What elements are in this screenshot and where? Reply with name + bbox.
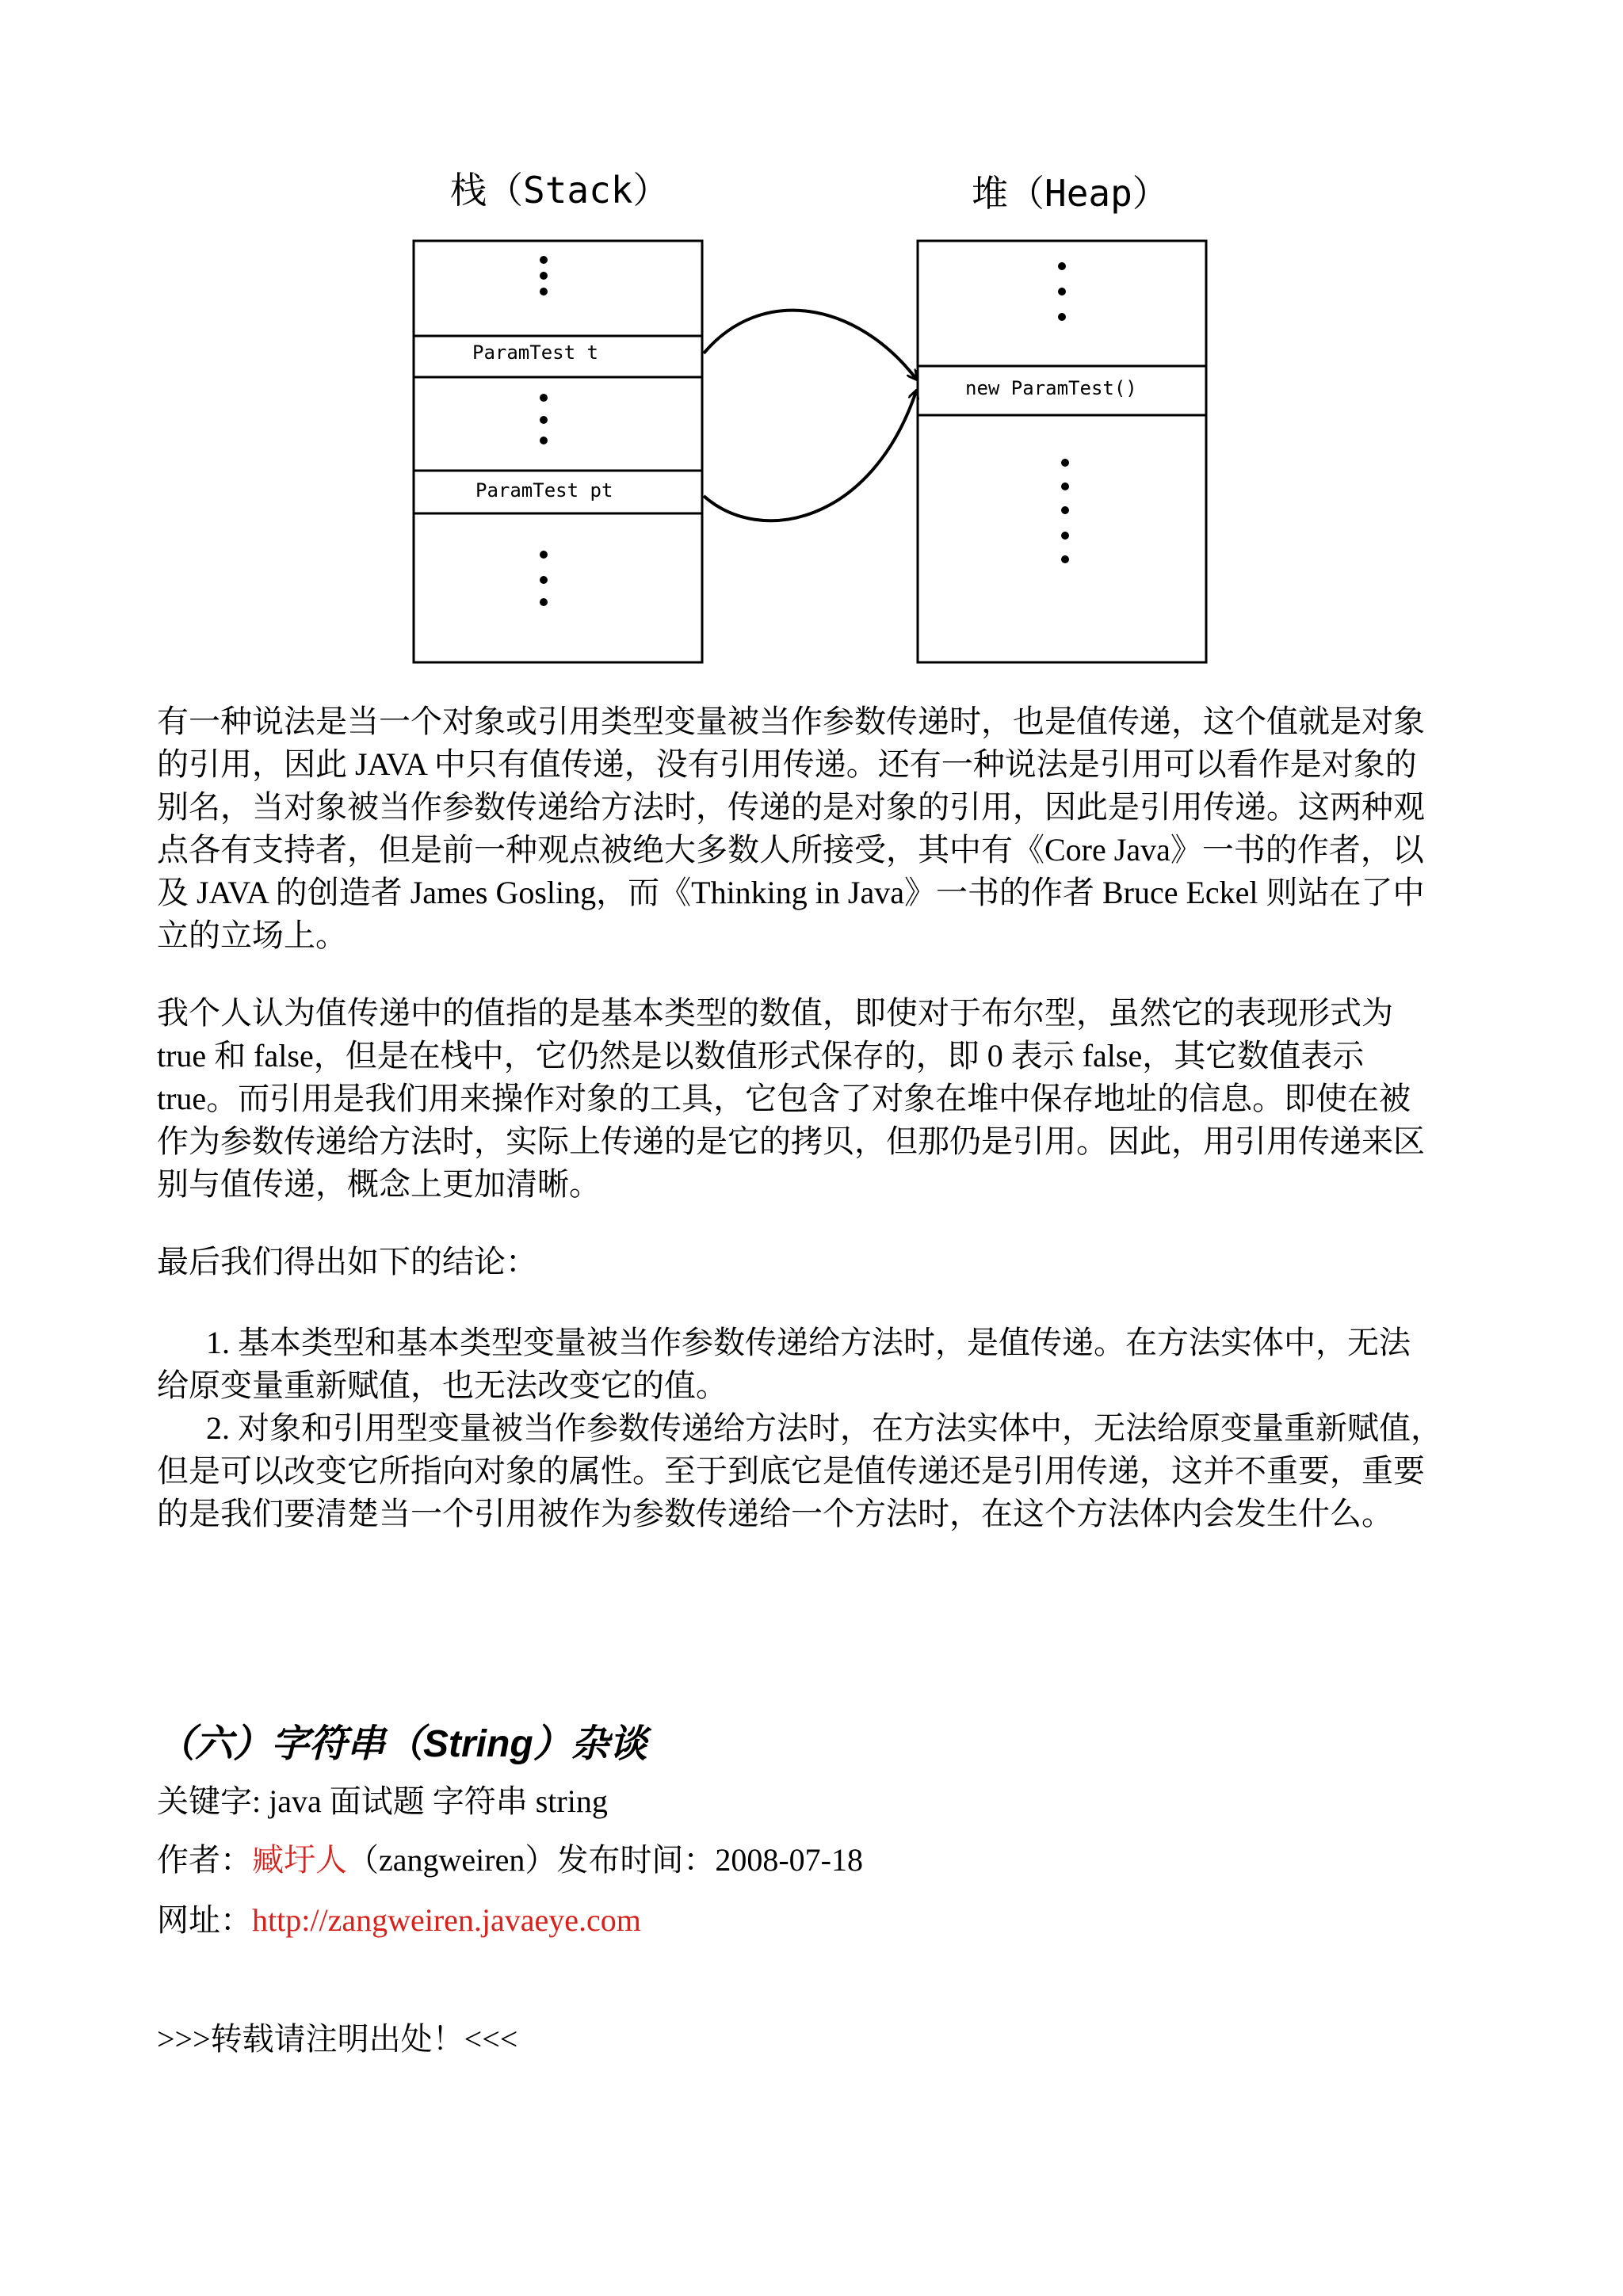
paragraph-line: 的是我们要清楚当一个引用被作为参数传递给一个方法时，在这个方法体内会发生什么。 bbox=[157, 1496, 1393, 1531]
paragraph-line: true。而引用是我们用来操作对象的工具，它包含了对象在堆中保存地址的信息。即使在被 bbox=[157, 1081, 1411, 1116]
reference-arrow-t bbox=[704, 311, 916, 379]
stack-ellipsis-dots bbox=[540, 256, 548, 606]
stack-heap-diagram bbox=[0, 0, 1623, 681]
paragraph-line: 点各有支持者，但是前一种观点被绝大多数人所接受，其中有《Core Java》一书的作者，以 bbox=[157, 832, 1424, 868]
paragraph-line: 最后我们得出如下的结论： bbox=[157, 1244, 537, 1280]
paragraph-line: 但是可以改变它所指向对象的属性。至于到底它是值传递还是引用传递，这并不重要，重要 bbox=[157, 1453, 1425, 1489]
stack-title: 栈（Stack） bbox=[450, 169, 670, 212]
stack-box bbox=[414, 241, 702, 662]
paragraph-line: 我个人认为值传递中的值指的是基本类型的数值，即使对于布尔型，虽然它的表现形式为 bbox=[157, 995, 1393, 1031]
author-publish-info: （zangweiren）发布时间：2008-07-18 bbox=[347, 1842, 863, 1878]
paragraph-line: 作为参数传递给方法时，实际上传递的是它的拷贝，但那仍是引用。因此，用引用传递来区 bbox=[157, 1123, 1425, 1159]
paragraph-line: 及 JAVA 的创造者 James Gosling，而《Thinking in Java》一书的作者 Bruce Eckel 则站在了中 bbox=[157, 875, 1425, 910]
stack-cell-paramtest-t: ParamTest t bbox=[472, 341, 598, 364]
author-name-link[interactable]: 臧圩人 bbox=[252, 1842, 347, 1878]
blog-url-link[interactable]: http://zangweiren.javaeye.com bbox=[252, 1902, 641, 1938]
url-prefix: 网址： bbox=[157, 1902, 252, 1938]
author-prefix: 作者： bbox=[157, 1842, 252, 1878]
paragraph-line: 的引用，因此 JAVA 中只有值传递，没有引用传递。还有一种说法是引用可以看作是对象的 bbox=[157, 746, 1417, 782]
heap-cell-new-paramtest: new ParamTest() bbox=[965, 377, 1137, 399]
author-line bbox=[157, 1835, 863, 1880]
paragraph-line: true 和 false，但是在栈中，它仍然是以数值形式保存的，即 0 表示 false，其它数值表示 bbox=[157, 1038, 1365, 1074]
heap-box bbox=[918, 241, 1206, 662]
reference-arrow-pt bbox=[704, 391, 916, 521]
paragraph-line: 别与值传递，概念上更加清晰。 bbox=[157, 1166, 601, 1202]
repost-note: >>>转载请注明出处！<<< bbox=[157, 2021, 518, 2057]
conclusion-item-1 bbox=[157, 1322, 1472, 1407]
conclusion-item-2 bbox=[157, 1407, 1472, 1535]
paragraph-line: 立的立场上。 bbox=[157, 917, 347, 953]
paragraph-conclusion-intro bbox=[157, 1241, 1472, 1283]
paragraph-line: 给原变量重新赋值，也无法改变它的值。 bbox=[157, 1367, 727, 1403]
keywords-line: 关键字: java 面试题 字符串 string bbox=[157, 1783, 608, 1819]
paragraph-pass-by-reference-views bbox=[157, 700, 1472, 957]
heap-ellipsis-dots bbox=[1058, 262, 1069, 563]
paragraph-line: 别名，当对象被当作参数传递给方法时，传递的是对象的引用，因此是引用传递。这两种观 bbox=[157, 789, 1425, 825]
paragraph-line: 有一种说法是当一个对象或引用类型变量被当作参数传递时，也是值传递，这个值就是对象 bbox=[157, 704, 1425, 739]
paragraph-line: 1. 基本类型和基本类型变量被当作参数传递给方法时，是值传递。在方法实体中，无法 bbox=[206, 1325, 1411, 1360]
paragraph-line: 2. 对象和引用型变量被当作参数传递给方法时，在方法实体中，无法给原变量重新赋值， bbox=[206, 1410, 1442, 1446]
heap-title: 堆（Heap） bbox=[972, 172, 1169, 215]
url-line bbox=[157, 1895, 641, 1940]
paragraph-personal-opinion bbox=[157, 992, 1472, 1206]
section-heading: （六）字符串（String）杂谈 bbox=[157, 1723, 647, 1765]
stack-cell-paramtest-pt: ParamTest pt bbox=[475, 479, 613, 502]
